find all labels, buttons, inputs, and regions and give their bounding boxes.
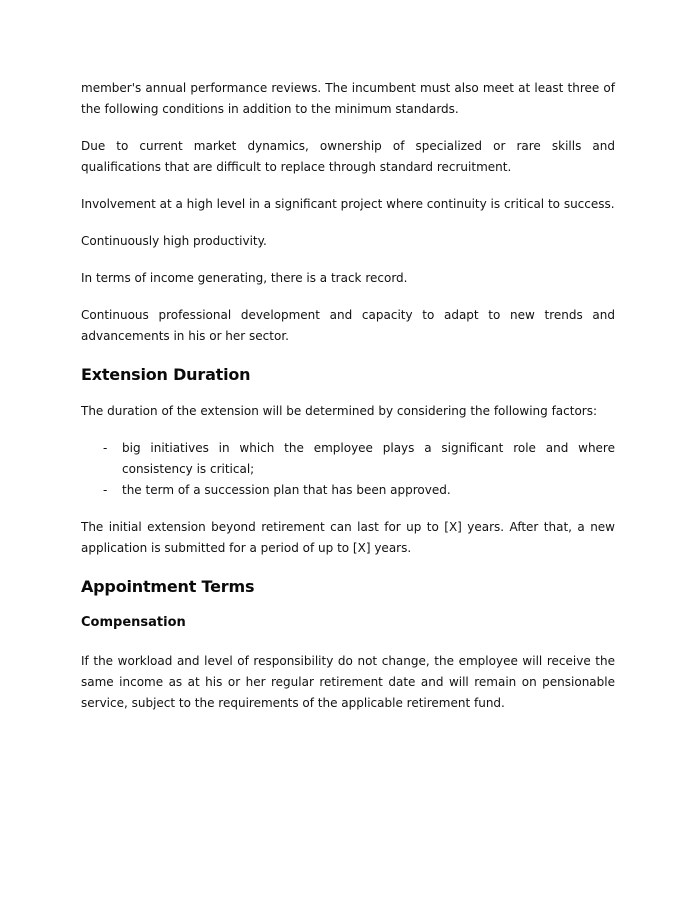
section-heading-extension-duration: Extension Duration	[81, 365, 251, 384]
paragraph-involvement: Involvement at a high level in a significant project where continuity is critical to success.	[81, 197, 615, 211]
paragraph-initial-extension: The initial extension beyond retirement can last for up to [X] years. After that, a new application is submitted for a period of up to [X] years.	[81, 520, 615, 555]
paragraph-productivity: Continuously high productivity.	[81, 234, 267, 248]
list-item-text: big initiatives in which the employee plays a significant role and where consistency is critical;	[122, 441, 615, 476]
paragraph-professional-development: Continuous professional development and capacity to adapt to new trends and advancements in his or her sector.	[81, 308, 615, 343]
paragraph-workload-compensation: If the workload and level of responsibility do not change, the employee will receive the same income as at his or her regular retirement date and will remain on pensionable service, subject to the requirements of the applicable retirement fund.	[81, 654, 615, 710]
section-heading-appointment-terms: Appointment Terms	[81, 577, 255, 596]
paragraph-income-track-record: In terms of income generating, there is a track record.	[81, 271, 408, 285]
factors-list	[81, 438, 615, 501]
paragraph-market-dynamics: Due to current market dynamics, ownership of specialized or rare skills and qualifications that are difficult to replace through standard recruitment.	[81, 139, 615, 174]
list-item	[81, 438, 615, 480]
list-item	[81, 480, 615, 501]
paragraph-duration-intro: The duration of the extension will be determined by considering the following factors:	[81, 404, 598, 418]
list-dash-marker: -	[103, 483, 108, 497]
list-item-text: the term of a succession plan that has been approved.	[122, 483, 451, 497]
list-dash-marker: -	[103, 441, 108, 455]
paragraph-minimum-standards: member's annual performance reviews. The incumbent must also meet at least three of the following conditions in addition to the minimum standards.	[81, 81, 615, 116]
subsection-heading-compensation: Compensation	[81, 615, 186, 630]
